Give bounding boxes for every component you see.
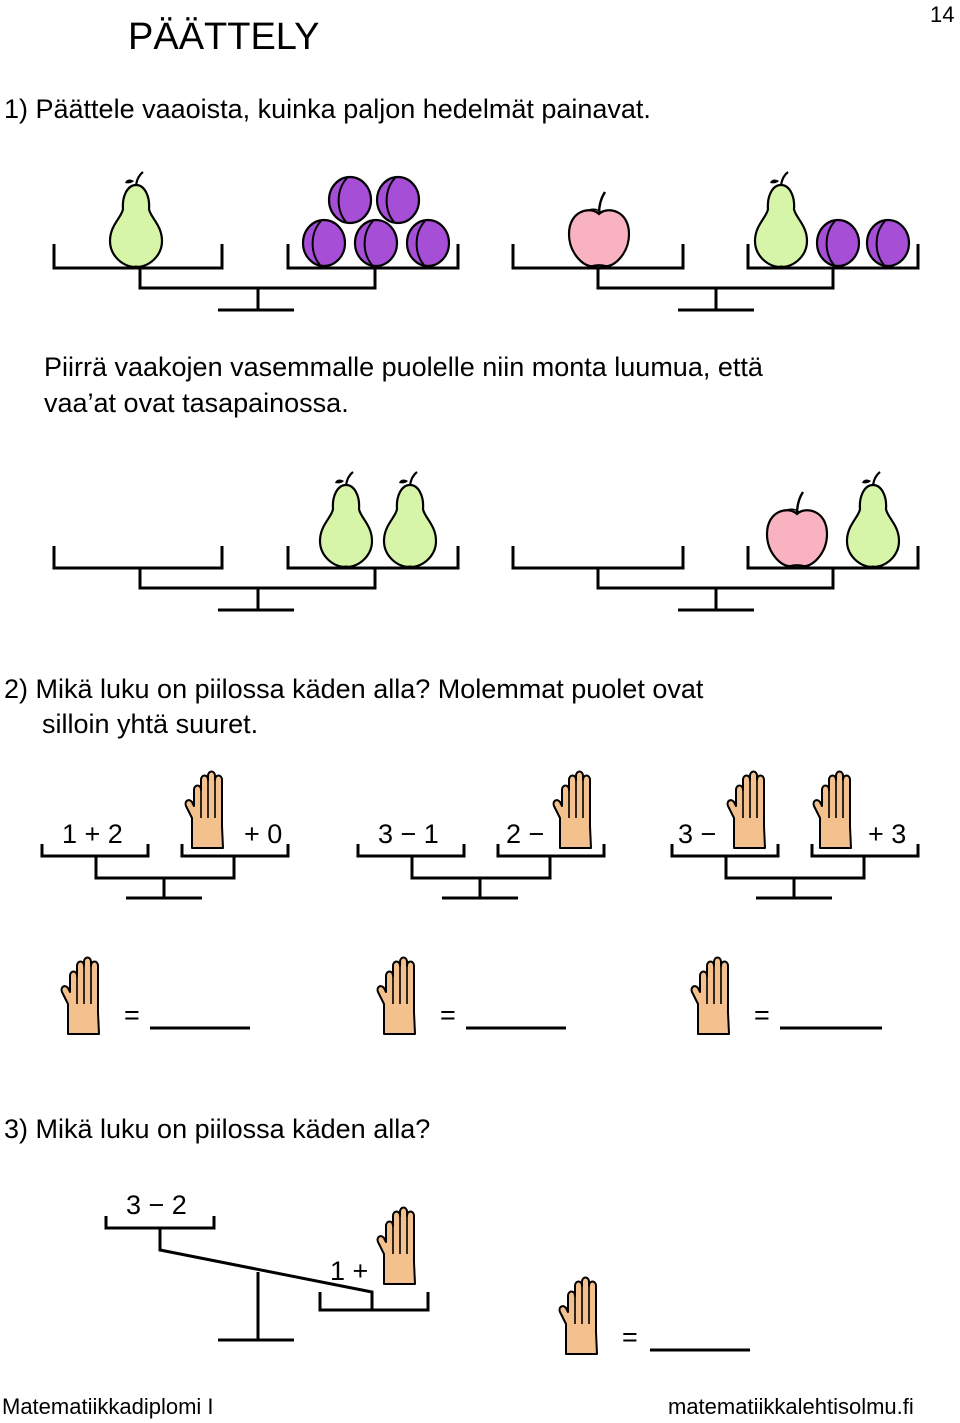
scale1-right-expression: + 0	[244, 819, 283, 849]
footer-right: matematiikkalehtisolmu.fi	[668, 1394, 914, 1419]
scale2-left-expression: 3 − 1	[378, 819, 439, 849]
task1-question: 1) Päättele vaaoista, kuinka paljon hedelmät painavat.	[4, 94, 651, 124]
answer3-equals: =	[754, 1000, 770, 1030]
task1-instruction-line2: vaa’at ovat tasapainossa.	[44, 388, 349, 418]
task2-scale-2	[358, 844, 604, 898]
task3-answer-equals: =	[622, 1322, 638, 1352]
plum-icon	[377, 177, 419, 223]
footer-left: Matematiikkadiplomi I	[2, 1394, 214, 1419]
scale1-left-expression: 1 + 2	[62, 819, 123, 849]
page-number: 14	[930, 2, 955, 27]
plum-icon	[817, 220, 859, 266]
plum-icon	[303, 220, 345, 266]
pear-icon	[320, 472, 372, 569]
scale2-right-expression: 2 −	[506, 819, 545, 849]
pear-icon	[755, 172, 807, 269]
pear-icon	[110, 172, 162, 269]
scale3-right-expression: + 3	[868, 819, 907, 849]
hand-icon	[62, 958, 99, 1035]
tilted-scale-left-expression: 3 − 2	[126, 1190, 187, 1220]
task2-scale-1	[42, 844, 288, 898]
task3-question: 3) Mikä luku on piilossa käden alla?	[4, 1114, 431, 1144]
plum-icon	[407, 220, 449, 266]
pear-icon	[847, 472, 899, 569]
tilted-scale-right-expression: 1 +	[330, 1256, 369, 1286]
hand-icon	[554, 772, 591, 849]
hand-icon	[728, 772, 765, 849]
plum-icon	[867, 220, 909, 266]
answer2-equals: =	[440, 1000, 456, 1030]
hand-icon	[186, 772, 223, 849]
scale3-left-expression: 3 −	[678, 819, 717, 849]
apple-icon	[569, 192, 629, 266]
hand-icon	[814, 772, 851, 849]
task1-instruction-line1: Piirrä vaakojen vasemmalle puolelle niin monta luumua, että	[44, 352, 763, 382]
hand-icon	[692, 958, 729, 1035]
apple-icon	[767, 492, 827, 566]
hand-icon	[378, 1208, 415, 1285]
tilted-scale	[106, 1216, 428, 1340]
page-title: PÄÄTTELY	[128, 16, 320, 58]
task2-scale-3	[672, 844, 918, 898]
plum-icon	[329, 177, 371, 223]
hand-icon	[560, 1278, 597, 1355]
pear-icon	[384, 472, 436, 569]
task2-question-line1: 2) Mikä luku on piilossa käden alla? Molemmat puolet ovat	[4, 674, 704, 704]
task2-question-line2: silloin yhtä suuret.	[42, 709, 259, 739]
plum-icon	[355, 220, 397, 266]
hand-icon	[378, 958, 415, 1035]
answer1-equals: =	[124, 1000, 140, 1030]
